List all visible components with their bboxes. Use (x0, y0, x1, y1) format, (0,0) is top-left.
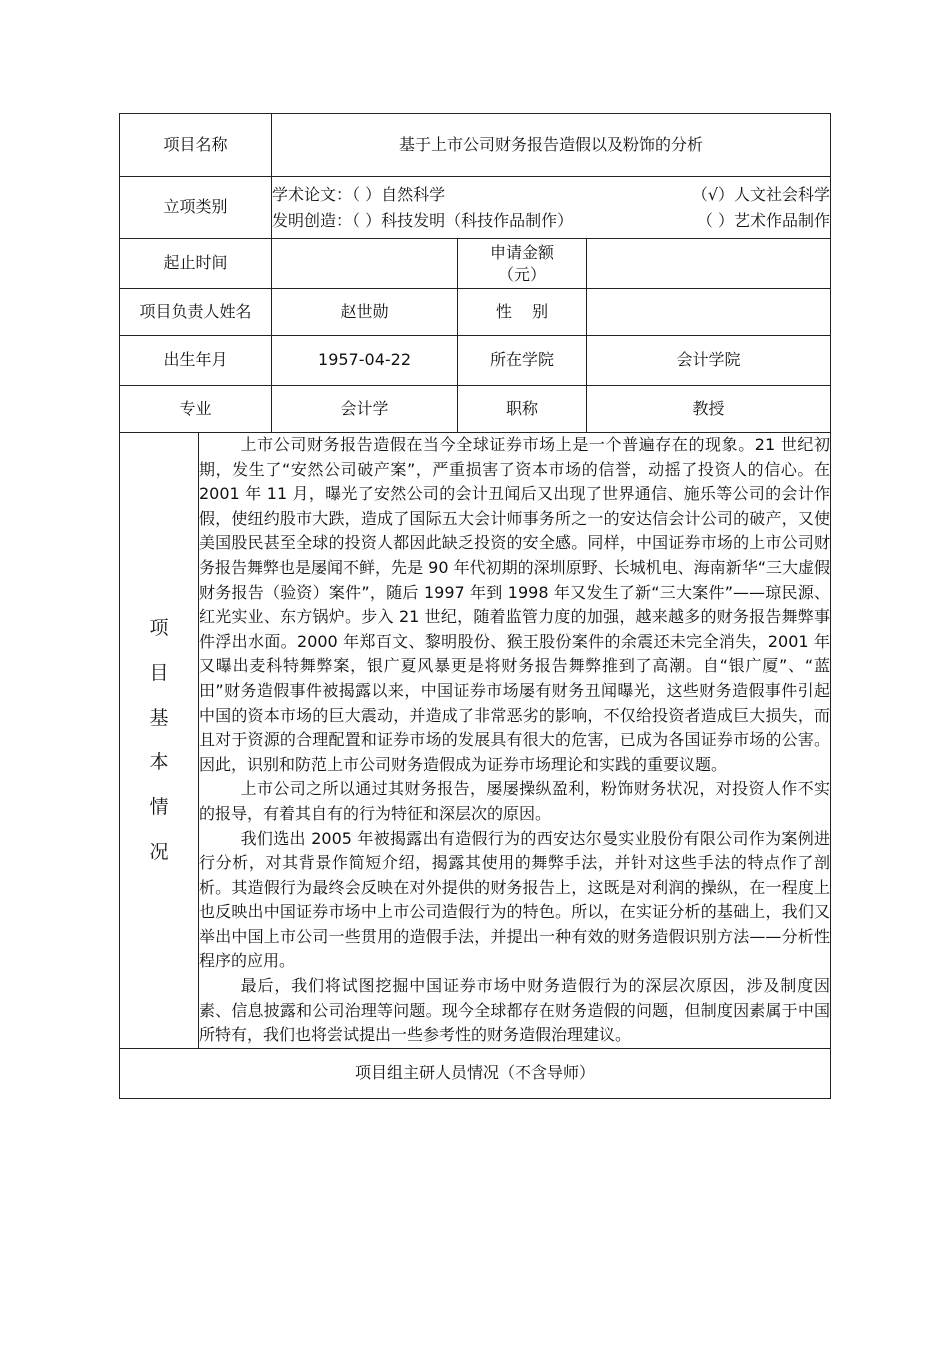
basic-info-paragraph: 上市公司之所以通过其财务报告，屡屡操纵盈利，粉饰财务状况，对投资人作不实的报导，有着其自有的行为特征和深层次的原因。 (199, 779, 831, 823)
row-period (120, 239, 831, 289)
row-birth (120, 336, 831, 386)
academic-humanities: （√）人文社会科学 (691, 184, 831, 204)
academic-natural-science: 学术论文：（ ）自然科学 (272, 184, 446, 204)
members-heading: 项目组主研人员情况（不含导师） (120, 1048, 831, 1098)
project-name-value: 基于上市公司财务报告造假以及粉饰的分析 (272, 114, 831, 177)
invention-tech: 发明创造：（ ）科技发明（科技作品制作） (272, 210, 574, 230)
invention-art: （ ）艺术作品制作 (696, 210, 831, 230)
basic-info-char: 目 (149, 662, 169, 685)
basic-info-char: 况 (149, 840, 169, 863)
birth-label: 出生年月 (120, 336, 272, 386)
project-application-form (119, 113, 831, 1099)
amount-label-line1: 申请金额 (490, 242, 555, 262)
basic-info-vertical-label (120, 616, 198, 864)
birth-value: 1957-04-22 (272, 336, 458, 386)
row-major (120, 386, 831, 433)
amount-value (587, 239, 831, 289)
basic-info-paragraph: 我们选出 2005 年被揭露出有造假行为的西安达尔曼实业股份有限公司作为案例进行分析，对其背景作简短介绍，揭露其使用的舞弊手法，并针对这些手法的特点作了剖析。其造假行为最终会反映在对外提供的财务报告上，这既是对利润的操纵，在一程度上也反映出中国证券市场中上市公司造假行为的特色。所以，在实证分析的基础上，我们又举出中国上市公司一些贯用的造假手法，并提出一种有效的财务造假识别方法——分析性程序的应用。 (199, 828, 831, 971)
leader-label: 项目负责人姓名 (120, 289, 272, 336)
college-value: 会计学院 (587, 336, 831, 386)
category-label: 立项类别 (120, 177, 272, 239)
basic-info-char: 本 (149, 751, 169, 774)
college-label: 所在学院 (458, 336, 587, 386)
major-label: 专业 (120, 386, 272, 433)
period-label: 起止时间 (120, 239, 272, 289)
basic-info-paragraph: 上市公司财务报告造假在当今全球证券市场上是一个普遍存在的现象。21 世纪初期，发生了“安然公司破产案”，严重损害了资本市场的信誉，动摇了投资人的信心。在 2001 年 11 月，曝光了安然公司的会计丑闻后又出现了世界通信、施乐等公司的会计作假，使纽约股市大跌，造成了国际五大会计师事务所之一的安达信会计公司的破产，又使美国股民甚至全球的投资人都因此缺乏投资的安全感。同样，中国证券市场的上市公司财务报告舞弊也是屡闻不鲜，先是 90 年代初期的深圳原野、长城机电、海南新华“三大虚假财务报告（验资）案件”，随后 1997 年到 1998 年又发生了新“三大案件”——琼民源、红光实业、东方锅炉。步入 21 世纪，随着监管力度的加强，越来越多的财务报告舞弊事件浮出水面。2000 年郑百文、黎明股份、猴王股份案件的余震还未完全消失，2001 年又曝出麦科特舞弊案，银广夏风暴更是将财务报告舞弊推到了高潮。自“银广厦”、“蓝田”财务造假事件被揭露以来，中国证券市场屡有财务丑闻曝光，这些财务造假事件引起中国的资本市场的巨大震动，并造成了非常恶劣的影响，不仅给投资者造成巨大损失，而且对于资源的合理配置和证券市场的发展具有很大的危害，已成为各国证券市场的公害。因此，识别和防范上市公司财务造假成为证券市场理论和实践的重要议题。 (199, 435, 831, 774)
basic-info-label (120, 433, 199, 1049)
academic-line (272, 182, 830, 208)
row-leader (120, 289, 831, 336)
title-value: 教授 (587, 386, 831, 433)
gender-value (587, 289, 831, 336)
amount-label-line2: （元） (498, 264, 547, 284)
basic-info-char: 情 (149, 796, 169, 819)
gender-label: 性 别 (458, 289, 587, 336)
leader-value: 赵世勋 (272, 289, 458, 336)
project-name-label: 项目名称 (120, 114, 272, 177)
category-options (272, 177, 831, 239)
basic-info-char: 项 (149, 617, 169, 640)
row-project-name (120, 114, 831, 177)
major-value: 会计学 (272, 386, 458, 433)
invention-line (272, 208, 830, 234)
amount-label (458, 239, 587, 289)
row-members-heading (120, 1048, 831, 1098)
basic-info-char: 基 (149, 706, 169, 729)
period-value (272, 239, 458, 289)
basic-info-body (199, 433, 831, 1049)
title-label: 职称 (458, 386, 587, 433)
row-category (120, 177, 831, 239)
row-basic-info (120, 433, 831, 1049)
basic-info-paragraph: 最后，我们将试图挖掘中国证券市场中财务造假行为的深层次原因，涉及制度因素、信息披露和公司治理等问题。现今全球都存在财务造假的问题，但制度因素属于中国所特有，我们也将尝试提出一些参考性的财务造假治理建议。 (199, 976, 831, 1045)
